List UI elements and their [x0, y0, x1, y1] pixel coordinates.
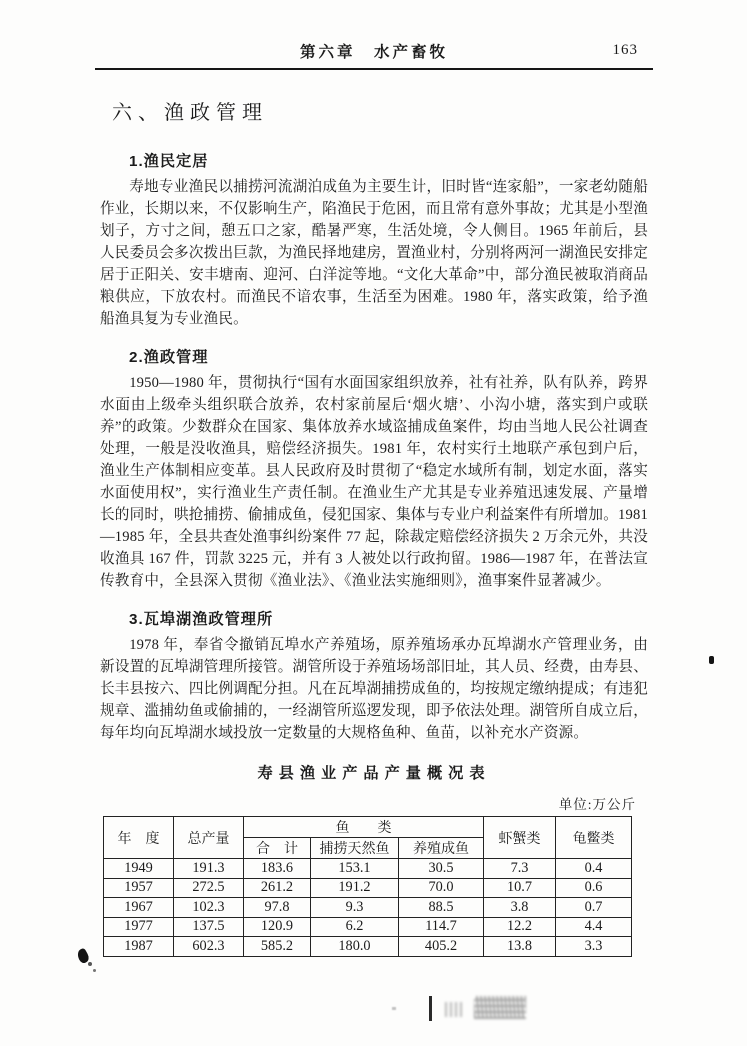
cell-turtle: 0.4: [556, 859, 632, 879]
cell-turtle: 0.6: [556, 878, 632, 898]
cell-fish-wild: 180.0: [311, 937, 399, 957]
cell-shrimp-crab: 12.2: [484, 917, 556, 937]
cell-fish-total: 120.9: [244, 917, 311, 937]
cell-fish-farmed: 405.2: [399, 937, 484, 957]
table-row: [104, 878, 632, 898]
col-header-fish-group: 鱼 类: [244, 817, 484, 838]
ink-speck-artifact: [93, 969, 96, 972]
cell-year: 1957: [104, 878, 174, 898]
ink-speck-artifact: [88, 962, 92, 966]
header-rule: [95, 68, 653, 70]
cell-shrimp-crab: 3.8: [484, 898, 556, 918]
table-title: 寿县渔业产品产量概况表: [257, 765, 491, 782]
scan-smudge-artifact: [445, 1002, 462, 1017]
scan-smudge-artifact: [392, 1007, 396, 1010]
cell-fish-total: 97.8: [244, 898, 311, 918]
chapter-title: 第六章 水产畜牧: [299, 44, 448, 61]
col-header-fish-total: 合 计: [244, 838, 311, 859]
cell-fish-total: 183.6: [244, 859, 311, 879]
cell-shrimp-crab: 7.3: [484, 859, 556, 879]
cell-total: 102.3: [174, 898, 244, 918]
production-table: [103, 816, 632, 957]
cell-shrimp-crab: 10.7: [484, 878, 556, 898]
scan-smudge-artifact: [429, 996, 432, 1021]
cell-fish-farmed: 88.5: [399, 898, 484, 918]
document-title: 六、渔政管理: [112, 102, 268, 124]
cell-turtle: 3.3: [556, 937, 632, 957]
table-row: [104, 917, 632, 937]
page-number: 163: [612, 42, 638, 58]
cell-shrimp-crab: 13.8: [484, 937, 556, 957]
cell-total: 137.5: [174, 917, 244, 937]
cell-fish-farmed: 114.7: [399, 917, 484, 937]
section-heading-3: 3.瓦埠湖渔政管理所: [129, 611, 274, 628]
page-header: [100, 40, 648, 62]
col-header-fish-farmed: 养殖成鱼: [399, 838, 484, 859]
cell-fish-wild: 191.2: [311, 878, 399, 898]
col-header-fish-wild: 捕捞天然鱼: [311, 838, 399, 859]
cell-fish-total: 585.2: [244, 937, 311, 957]
cell-total: 272.5: [174, 878, 244, 898]
cell-fish-wild: 153.1: [311, 859, 399, 879]
table-row: [104, 859, 632, 879]
col-header-year: 年 度: [104, 817, 174, 859]
cell-total: 602.3: [174, 937, 244, 957]
cell-turtle: 0.7: [556, 898, 632, 918]
cell-total: 191.3: [174, 859, 244, 879]
cell-year: 1977: [104, 917, 174, 937]
cell-fish-total: 261.2: [244, 878, 311, 898]
table-unit-label: 单位:万公斤: [558, 797, 636, 812]
section-paragraph-2: 1950—1980 年，贯彻执行“国有水面国家组织放养，社有社养，队有队养，跨界水面由上级牵头组织联合放养，农村家前屋后‘烟火塘’、小沟小塘，落实到户或联养”的政策。少数群众在国家、集体放养水域盗捕成鱼案件，均由当地人民公社调查处理，一般是没收渔具，赔偿经济损失。1981 年，农村实行土地联产承包到户后，渔业生产体制相应变革。县人民政府及时贯彻了“稳定水域所有制，划定水面，落实水面使用权”，实行渔业生产责任制。在渔业生产尤其是专业养殖迅速发展、产量增长的同时，哄抢捕捞、偷捕成鱼，侵犯国家、集体与专业户利益案件有所增加。1981—1985 年，全县共查处渔事纠纷案件 77 起，除裁定赔偿经济损失 2 万余元外，共没收渔具 167 件，罚款 3225 元，并有 3 人被处以行政拘留。1986—1987 年，在普法宣传教育中，全县深入贯彻《渔业法》、《渔业法实施细则》，渔事案件显著减少。: [100, 375, 648, 589]
section-heading-2: 2.渔政管理: [129, 349, 209, 366]
cell-year: 1967: [104, 898, 174, 918]
table-row: [104, 898, 632, 918]
cell-fish-farmed: 70.0: [399, 878, 484, 898]
section-paragraph-3: 1978 年，奉省令撤销瓦埠水产养殖场，原养殖场承办瓦埠湖水产管理业务，由新设置的瓦埠湖管理所接管。湖管所设于养殖场场部旧址，其人员、经费，由寿县、长丰县按六、四比例调配分担。凡在瓦埠湖捕捞成鱼的，均按规定缴纳提成；有违犯规章、滥捕幼鱼或偷捕的，一经湖管所巡逻发现，即予依法处理。湖管所自成立后，每年均向瓦埠湖水域投放一定数量的大规格鱼种、鱼苗，以补充水产资源。: [100, 637, 648, 741]
cell-fish-farmed: 30.5: [399, 859, 484, 879]
cell-fish-wild: 6.2: [311, 917, 399, 937]
section-heading-1: 1.渔民定居: [129, 153, 209, 170]
ink-blot-artifact: [75, 947, 90, 964]
scan-smudge-artifact: [474, 996, 526, 1019]
cell-fish-wild: 9.3: [311, 898, 399, 918]
section-paragraph-1: 寿地专业渔民以捕捞河流湖泊成鱼为主要生计，旧时皆“连家船”，一家老幼随船作业，长期以来，不仅影响生产，陷渔民于危困，而且常有意外事故；尤其是小型渔划子，方寸之间，憩五口之家，酷暑严寒，生活处境，令人侧目。1965 年前后，县人民委员会多次拨出巨款，为渔民择地建房，置渔业村，分别将两河一湖渔民安排定居于正阳关、安丰塘南、迎河、白洋淀等地。“文化大革命”中，部分渔民被取消商品粮供应，下放农村。而渔民不谙农事，生活至为困难。1980 年，落实政策，给予渔船渔具复为专业渔民。: [100, 179, 648, 327]
cell-year: 1949: [104, 859, 174, 879]
cell-year: 1987: [104, 937, 174, 957]
col-header-turtle: 龟鳖类: [556, 817, 632, 859]
col-header-total: 总产量: [174, 817, 244, 859]
col-header-shrimp-crab: 虾蟹类: [484, 817, 556, 859]
cell-turtle: 4.4: [556, 917, 632, 937]
table-row: [104, 937, 632, 957]
page-edge-dot-artifact: [709, 656, 714, 664]
